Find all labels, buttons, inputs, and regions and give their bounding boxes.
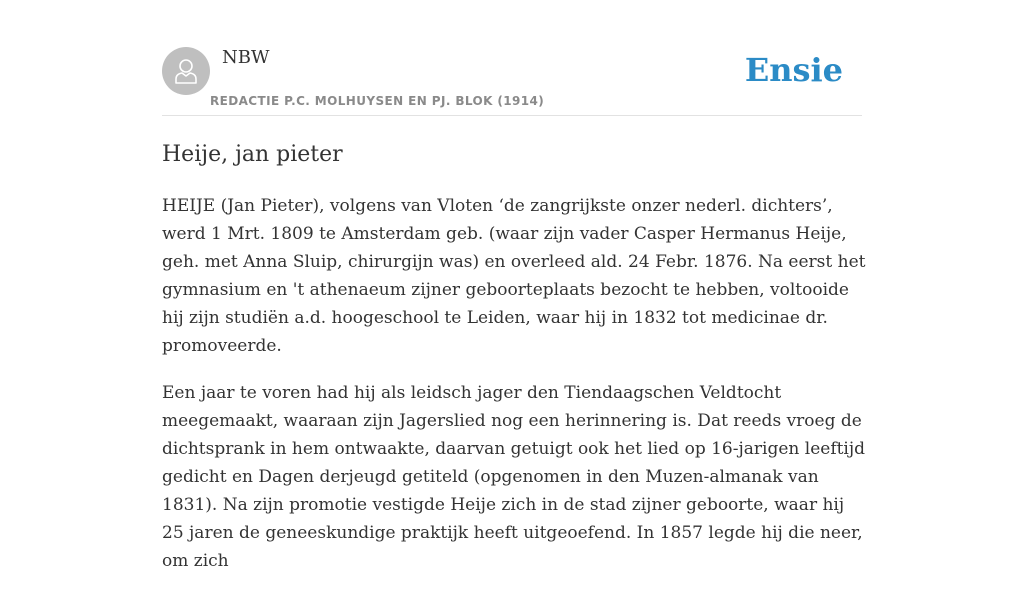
user-silhouette-icon bbox=[172, 56, 200, 86]
article-paragraph: HEIJE (Jan Pieter), volgens van Vloten ‘de zangrijkste onzer nederl. dichters’, werd 1 Mrt. 1809 te Amsterdam geb. (waar zijn vader Casper Hermanus Heije, geh. met Anna Sluip, chirurgijn was) en overleed ald. 24 Febr. 1876. Na eerst het gymnasium en 't athenaeum zijner geboorteplaats bezocht te hebben, voltooide hij zijn studiën a.d. hoogeschool te Leiden, waar hij in 1832 tot medicinae dr. promoveerde. bbox=[162, 196, 866, 356]
article-title: Heije, jan pieter bbox=[162, 142, 343, 167]
article-paragraph: Een jaar te voren had hij als leidsch jager den Tiendaagschen Veldtocht meegemaakt, waaraan zijn Jagerslied nog een herinnering is. Dat reeds vroeg de dichtsprank in hem ontwaakte, daarvan getuigt ook het lied op 16-jarigen leeftijd gedicht en Dagen derjeugd getiteld (opgenomen in den Muzen-almanak van 1831). Na zijn promotie vestigde Heije zich in de stad zijner geboorte, waar hij 25 jaren de geneeskundige praktijk heeft uitgeoefend. In 1857 legde hij die neer, om zich bbox=[162, 383, 866, 571]
ensie-logo[interactable]: Ensie bbox=[744, 51, 843, 89]
article-body bbox=[162, 192, 868, 594]
avatar[interactable] bbox=[162, 47, 210, 95]
header-divider bbox=[162, 115, 862, 116]
source-editors: REDACTIE P.C. MOLHUYSEN EN PJ. BLOK (1914) bbox=[210, 94, 545, 108]
source-name[interactable]: NBW bbox=[222, 47, 270, 68]
